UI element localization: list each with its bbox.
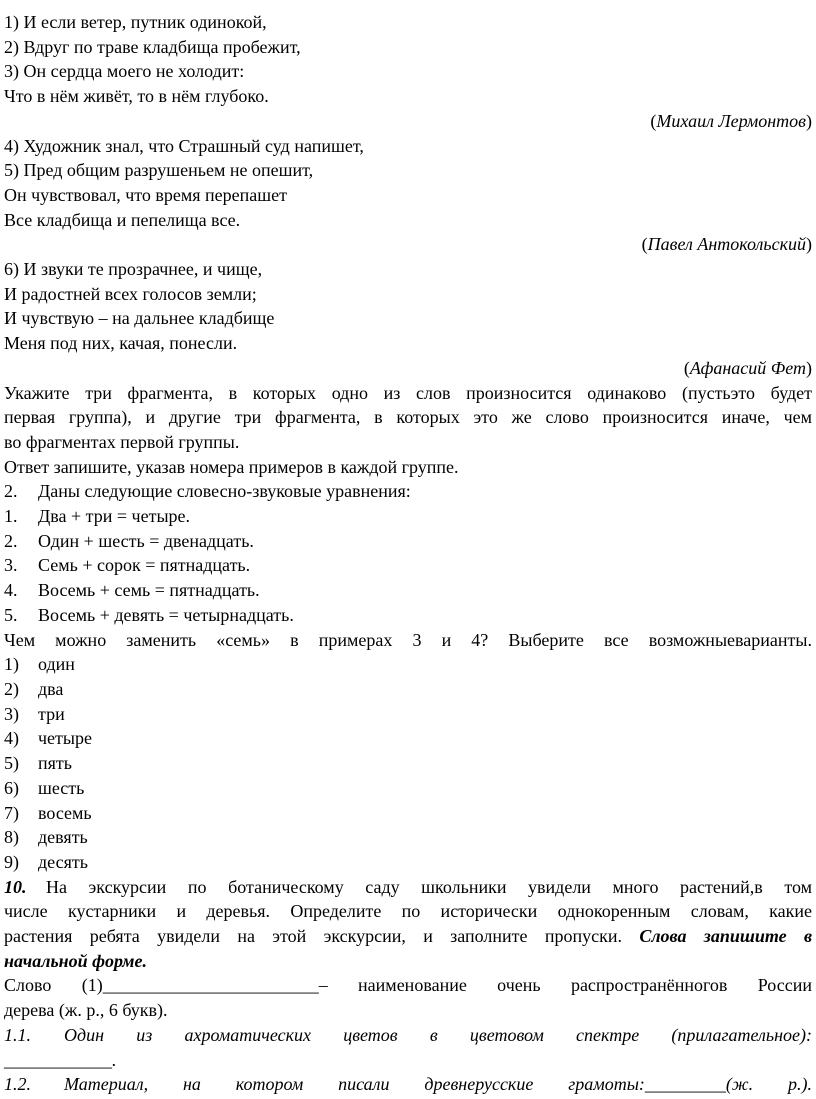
equation-number: 1. (4, 506, 18, 527)
option-number: 2) (4, 678, 19, 699)
equation-item (4, 529, 812, 554)
poem2-line: Он чувствовал, что время перепашет (4, 184, 287, 205)
attribution-paren-open: ( (683, 357, 690, 378)
poem2-line: 5) Пред общим разрушеньем не опешит, (4, 160, 314, 181)
equation-item (4, 603, 812, 628)
equation-text: Восемь + девять = четырнадцать. (38, 604, 294, 625)
equation-number: 3. (4, 555, 18, 576)
task10-text: На экскурсии по ботаническому саду школьники увидели много растений,в том (46, 876, 812, 897)
option-number: 1) (4, 654, 19, 675)
poem3-attribution (4, 356, 812, 381)
equation-item (4, 553, 812, 578)
equation-item (4, 578, 812, 603)
option-text: шесть (38, 777, 85, 798)
equation-text: Восемь + семь = пятнадцать. (38, 580, 260, 601)
option-number: 6) (4, 777, 19, 798)
attribution-paren-close: ) (806, 110, 812, 131)
option-item (4, 825, 812, 850)
option-item (4, 726, 812, 751)
attribution-paren-close: ) (806, 357, 812, 378)
task1-question-line: во фрагментах первой группы. (4, 431, 240, 452)
task1-answer-instruction: Ответ запишите, указав номера примеров в каждой группе. (4, 456, 459, 477)
task10-number: 10. (4, 876, 27, 897)
attribution-paren-close: ) (806, 234, 812, 255)
subtask-blank-line (4, 1048, 812, 1073)
option-text: восемь (38, 802, 92, 823)
task10-emphasis-text: начальной форме. (4, 950, 147, 971)
option-item (4, 677, 812, 702)
option-item (4, 652, 812, 677)
attribution-author-name: Павел Антокольский (647, 234, 806, 255)
fill-blank-line: Слово (1)________________________– наименование очень распространённогов России (4, 975, 812, 996)
task10-paragraph-line (4, 924, 812, 949)
task2-title: Даны следующие словесно-звуковые уравнения: (38, 481, 411, 502)
option-number: 8) (4, 827, 19, 848)
option-item (4, 776, 812, 801)
task10-paragraph-line (4, 875, 812, 900)
poem1-line: 2) Вдруг по траве кладбища пробежит, (4, 36, 301, 57)
attribution-author-name: Афанасий Фет (689, 357, 806, 378)
task1-question-line: первая группа), и другие три фрагмента, в которых это же слово произносится иначе, чем (4, 407, 812, 428)
option-text: два (38, 678, 64, 699)
poem1-line: 1) И если ветер, путник одинокой, (4, 12, 267, 32)
task1-question-line: Укажите три фрагмента, в которых одно из слов произносится одинаково (пустьэто будет (4, 382, 812, 403)
poem3-line: 6) И звуки те прозрачнее, и чище, (4, 259, 263, 280)
option-item (4, 801, 812, 826)
equation-item (4, 504, 812, 529)
subtask-number: 1.1. (4, 1024, 31, 1045)
poem3-line: Меня под них, качая, понесли. (4, 333, 238, 354)
equation-number: 4. (4, 580, 18, 601)
option-item (4, 751, 812, 776)
poem1-line: Что в нём живёт, то в нём глубоко. (4, 86, 269, 107)
subtask-line (4, 1023, 812, 1048)
option-number: 7) (4, 802, 19, 823)
subtask-line (4, 1072, 812, 1097)
subtask-blank: ____________. (4, 1049, 117, 1070)
task10-emphasis-text: Слова запишите в (639, 926, 812, 947)
equation-number: 5. (4, 604, 18, 625)
subtask-number: 1.2. (4, 1074, 31, 1095)
option-item (4, 850, 812, 875)
subtask-text: Материал, на котором писали древнерусские грамоты:_________(ж. р.). (64, 1074, 812, 1095)
task2-number: 2. (4, 481, 18, 502)
task10-text: растения ребята увидели на этой экскурсии, и заполните пропуски. (4, 926, 640, 947)
poem3-line: И чувствую – на дальнее кладбище (4, 308, 275, 329)
task10-paragraph-line (4, 899, 812, 924)
option-number: 5) (4, 753, 19, 774)
subtask-text: Один из ахроматических цветов в цветовом спектре (прилагательное): (64, 1024, 812, 1045)
equation-text: Семь + сорок = пятнадцать. (38, 555, 251, 576)
option-item (4, 702, 812, 727)
option-text: три (38, 703, 65, 724)
option-text: девять (38, 827, 88, 848)
equation-text: Два + три = четыре. (38, 506, 191, 527)
task10-paragraph-line (4, 949, 812, 974)
attribution-paren-open: ( (641, 234, 648, 255)
option-text: десять (38, 851, 88, 872)
poem1-attribution (4, 109, 812, 134)
task2-heading (4, 479, 812, 504)
equation-text: Один + шесть = двенадцать. (38, 530, 254, 551)
poem2-line: 4) Художник знал, что Страшный суд напишет, (4, 135, 364, 156)
poem1-line: 3) Он сердца моего не холодит: (4, 61, 245, 82)
option-text: четыре (38, 728, 92, 749)
option-number: 9) (4, 851, 19, 872)
attribution-author-name: Михаил Лермонтов (656, 110, 806, 131)
task10-text: числе кустарники и деревья. Определите по исторически однокоренным словам, какие (4, 901, 812, 922)
option-text: пять (38, 753, 72, 774)
option-text: один (38, 654, 75, 675)
task2-question: Чем можно заменить «семь» в примерах 3 и 4? Выберите все возможныеварианты. (4, 629, 812, 650)
option-number: 4) (4, 728, 19, 749)
option-number: 3) (4, 703, 19, 724)
fill-blank-line: дерева (ж. р., 6 букв). (4, 1000, 168, 1021)
poem2-line: Все кладбища и пепелища все. (4, 209, 241, 230)
attribution-paren-open: ( (650, 110, 657, 131)
poem2-attribution (4, 232, 812, 257)
poem3-line: И радостней всех голосов земли; (4, 283, 257, 304)
equation-number: 2. (4, 530, 18, 551)
